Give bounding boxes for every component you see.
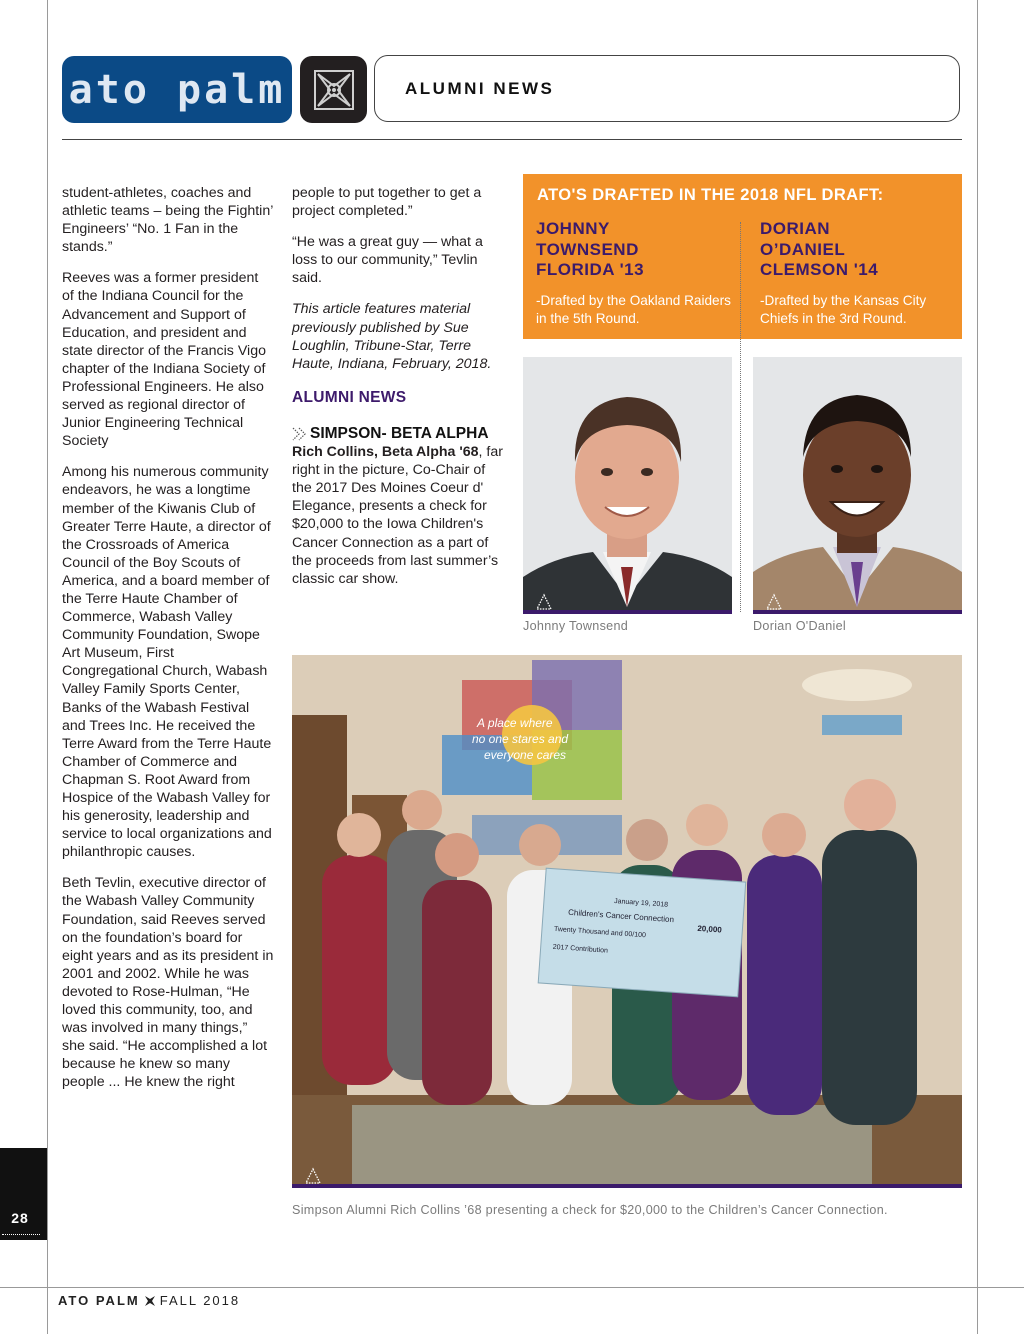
footer-brand: ATO PALM [58, 1293, 140, 1308]
chapter-heading-text: SIMPSON- BETA ALPHA [310, 424, 489, 442]
player-name-townsend [536, 219, 644, 281]
check-memo: 2017 Contribution [552, 943, 609, 955]
townsend-portrait-graphic [523, 357, 732, 614]
crest-badge [300, 56, 367, 123]
article-paragraph: Among his numerous community endeavors, he was a longtime member of the Kiwanis Club of Greater Terre Haute, a director of the Crossroads of America Council of the Boy Scouts of America, and a board member of the Terre Haute Chamber of Commerce, Wabash Valley Community Foundation, Swope Art Museum, First Congregational Church, Wabash Valley Family Sports Center, Banks of the Wabash Festival and Trees Inc. He received the Terre Award from the Terre Haute Chamber of Commerce and Chapman S. Root Award from Hospice of the Wabash Valley for his generosity, leadership and service to local organizations and philanthropic causes. [62, 464, 272, 861]
player-divider [740, 222, 741, 612]
player-note-townsend [536, 292, 731, 328]
article-paragraph: Beth Tevlin, executive director of the Wabash Valley Community Foundation, said Reeves served on the foundation’s board for eight years and as its president in 2001 and 2002. While he was devoted to Rose-Hulman, “He loved this community, too, and was involved in many things,” she said. “He accomplished a lot because he knew so many people ... He knew the right [62, 875, 274, 1091]
article-paragraph: Reeves was a former president of the Indiana Council for the Advancement and Support of Education, and president and state director of the Francis Vigo chapter of the Indiana Society of Professional Engineers. He also served as regional director of Junior Engineering Technical Society [62, 270, 266, 450]
simpson-paragraph [292, 443, 507, 588]
player-school: FLORIDA '13 [536, 260, 645, 279]
odaniel-caption: Dorian O'Daniel [753, 619, 847, 633]
page-number: 28 [11, 1210, 29, 1226]
simpson-name: Rich Collins, Beta Alpha '68 [292, 444, 479, 461]
odaniel-headshot [753, 357, 962, 614]
right-margin-rule [977, 0, 978, 1334]
left-margin-rule [47, 0, 48, 1334]
nfl-draft-box [523, 174, 962, 339]
ato-triangle-icon [765, 593, 783, 611]
article-column-2 [292, 184, 507, 601]
player-note-line: -Drafted by the Oakland Raiders [536, 293, 731, 308]
wall-sign-line-2: no one stares and [472, 732, 569, 746]
article-paragraph: student-athletes, coaches and athletic teams – being the Fightin’ Engineers’ “No. 1 Fan in the stands.” [62, 185, 273, 256]
double-chevron-icon [292, 427, 308, 441]
section-title: ALUMNI NEWS [405, 78, 555, 98]
maltese-cross-icon [144, 1295, 156, 1307]
ato-triangle-icon [304, 1167, 322, 1185]
player-last-name: O’DANIEL [760, 239, 846, 259]
player-school: CLEMSON '14 [760, 260, 879, 279]
masthead-logo [62, 56, 292, 123]
article-paragraph: people to put together to get a project completed.” [292, 185, 482, 220]
player-note-line: Chiefs in the 3rd Round. [760, 311, 907, 326]
alumni-news-subheading: ALUMNI NEWS [292, 388, 407, 406]
page-number-tab [0, 1148, 47, 1240]
group-photo-graphic [292, 655, 962, 1188]
player-note-line: -Drafted by the Kansas City [760, 293, 927, 308]
footer-issue: FALL 2018 [159, 1293, 241, 1308]
photo-accent-bar [753, 610, 962, 614]
wall-sign-line-3: everyone cares [484, 748, 567, 762]
header-rule [62, 139, 962, 140]
check-date: January 19, 2018 [613, 897, 669, 909]
player-note-odaniel [760, 292, 926, 328]
section-title-box [374, 55, 960, 122]
wall-sign-line-1: A place where [477, 716, 553, 730]
player-name-odaniel [760, 219, 878, 281]
player-last-name: TOWNSEND [536, 239, 639, 259]
source-note: This article features material previously published by Sue Loughlin, Tribune-Star, Terre Haute, Indiana, February, 2018. [292, 301, 492, 372]
ato-triangle-icon [535, 593, 553, 611]
check-amount-words: Twenty Thousand and 00/100 [553, 925, 647, 940]
footer-rule [0, 1287, 1024, 1288]
simpson-text: , far right in the picture, Co-Chair of the 2017 Des Moines Coeur d' Elegance, presents a check for $20,000 to the Iowa Children's Cancer Connection as a part of the proceeds from last summer’s classic car show. [292, 444, 503, 587]
article-column-1 [62, 184, 274, 1105]
player-note-line: in the 5th Round. [536, 311, 640, 326]
article-paragraph: “He was a great guy — what a loss to our community,” Tevlin said. [292, 234, 483, 287]
group-photo-caption: Simpson Alumni Rich Collins ’68 presenting a check for $20,000 to the Children’s Cancer Connection. [292, 1203, 888, 1217]
page-number-dots [2, 1234, 40, 1235]
check-amount: 20,000 [697, 923, 723, 935]
masthead-logo-text: ato palm [68, 66, 286, 113]
photo-accent-bar [523, 610, 732, 614]
photo-accent-bar [292, 1184, 962, 1188]
maltese-cross-crest-icon [312, 68, 356, 112]
chapter-heading [292, 425, 507, 443]
odaniel-portrait-graphic [753, 357, 962, 614]
player-first-name: DORIAN [760, 219, 831, 238]
big-check [538, 868, 746, 997]
townsend-headshot [523, 357, 732, 614]
check-payee: Children's Cancer Connection [567, 907, 675, 925]
group-check-photo [292, 655, 962, 1188]
nfl-draft-title: ATO'S DRAFTED IN THE 2018 NFL DRAFT: [537, 186, 884, 204]
player-first-name: JOHNNY [536, 219, 610, 238]
townsend-caption: Johnny Townsend [523, 619, 629, 633]
footer [58, 1293, 240, 1308]
